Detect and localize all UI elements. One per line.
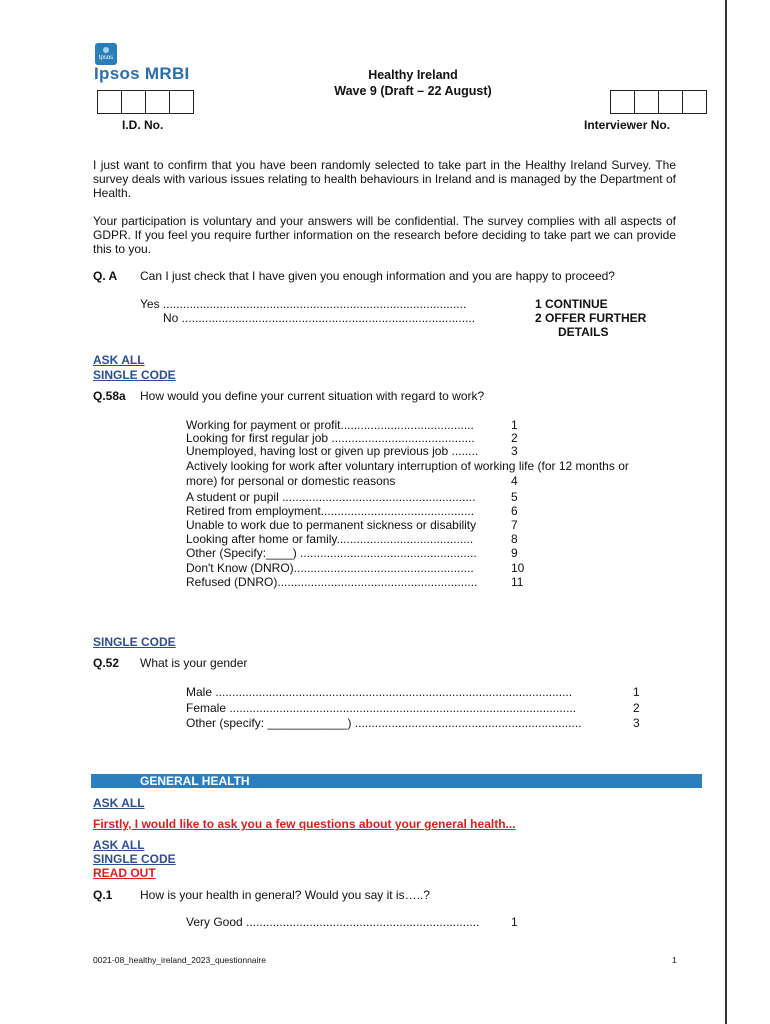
option-code: 1: [633, 685, 640, 699]
option-code: 1 CONTINUE: [535, 297, 608, 311]
option-code: 10: [511, 561, 525, 575]
question-number-qa: Q. A: [93, 269, 118, 283]
option-label: Female ........................................................................................................: [186, 701, 577, 715]
id-label: I.D. No.: [122, 118, 164, 132]
instruction-ask-all: ASK ALL: [93, 838, 145, 852]
question-number-q1: Q.1: [93, 888, 113, 902]
page-number: 1: [672, 955, 677, 965]
ipsos-logo-icon: Ipsos: [95, 43, 117, 65]
document-subtitle: Wave 9 (Draft – 22 August): [334, 84, 492, 98]
option-code: 6: [511, 504, 518, 518]
option-label: Working for payment or profit........................................: [186, 418, 474, 432]
question-number-q58a: Q.58a: [93, 389, 126, 403]
instruction-ask-all: ASK ALL: [93, 796, 145, 810]
instruction-read-out: READ OUT: [93, 866, 156, 880]
section-header-general-health: GENERAL HEALTH: [91, 774, 702, 788]
option-code-continued: DETAILS: [558, 325, 609, 339]
instruction-ask-all: ASK ALL: [93, 353, 145, 367]
logo-text: Ipsos MRBI: [94, 64, 190, 83]
option-label: No ........................................................................................: [163, 311, 476, 325]
option-label: Male ...........................................................................................................: [186, 685, 573, 699]
instruction-single-code: SINGLE CODE: [93, 635, 176, 649]
option-label: Other (Specify:____) .....................................................: [186, 546, 477, 560]
option-code: 9: [511, 546, 518, 560]
instruction-single-code: SINGLE CODE: [93, 852, 176, 866]
option-label: Unable to work due to permanent sickness or disability: [186, 518, 477, 532]
question-text-q52: What is your gender: [140, 656, 248, 670]
option-label: Unemployed, having lost or given up previous job ........: [186, 444, 479, 458]
option-code: 8: [511, 532, 518, 546]
option-label: more) for personal or domestic reasons: [186, 474, 396, 488]
option-code: 5: [511, 490, 518, 504]
option-label: Looking after home or family.........................................: [186, 532, 474, 546]
question-text-qa: Can I just check that I have given you enough information and you are happy to proceed?: [140, 269, 615, 283]
footer-filename: 0021-08_healthy_ireland_2023_questionnaire: [93, 955, 266, 965]
intro-paragraph-1: I just want to confirm that you have been randomly selected to take part in the Healthy Ireland Survey. The survey deals with various issues relating to health behaviours in Ireland and is managed by the Department of Health.: [93, 158, 676, 201]
question-text-q58a: How would you define your current situation with regard to work?: [140, 389, 485, 403]
interviewer-label: Interviewer No.: [584, 118, 671, 132]
option-label: Refused (DNRO)............................................................: [186, 575, 478, 589]
option-label: Retired from employment..............................................: [186, 504, 475, 518]
question-number-q52: Q.52: [93, 656, 120, 670]
option-code: 2: [633, 701, 640, 715]
id-number-boxes: [97, 90, 194, 114]
question-text-q1: How is your health in general? Would you say it is…..?: [140, 888, 430, 902]
option-code: 2 OFFER FURTHER: [535, 311, 647, 325]
option-label: Other (specify: ____________) ....................................................................: [186, 716, 582, 730]
option-label: Yes ...........................................................................................: [140, 297, 467, 311]
interviewer-intro-text: Firstly, I would like to ask you a few questions about your general health...: [93, 817, 516, 831]
interviewer-number-boxes: [610, 90, 707, 114]
option-code: 1: [511, 915, 518, 929]
option-code: 4: [511, 474, 518, 488]
option-code: 2: [511, 431, 518, 445]
option-label: Very Good ......................................................................: [186, 915, 480, 929]
option-label: A student or pupil ..........................................................: [186, 490, 476, 504]
instruction-single-code: SINGLE CODE: [93, 368, 176, 382]
option-code: 7: [511, 518, 518, 532]
intro-paragraph-2: Your participation is voluntary and your answers will be confidential. The survey complies with all aspects of GDPR. If you feel you require further information on the research before deciding to take part we can provide this to you.: [93, 214, 676, 257]
option-code: 1: [511, 418, 518, 432]
option-label: Looking for first regular job ...........................................: [186, 431, 475, 445]
option-code: 3: [633, 716, 640, 730]
option-code: 11: [511, 575, 524, 589]
option-label: Actively looking for work after voluntary interruption of working life (for 12 months or: [186, 459, 629, 473]
document-title: Healthy Ireland: [368, 68, 458, 82]
option-code: 3: [511, 444, 518, 458]
option-label: Don't Know (DNRO)......................................................: [186, 561, 474, 575]
page-edge-rule: [725, 0, 727, 1024]
